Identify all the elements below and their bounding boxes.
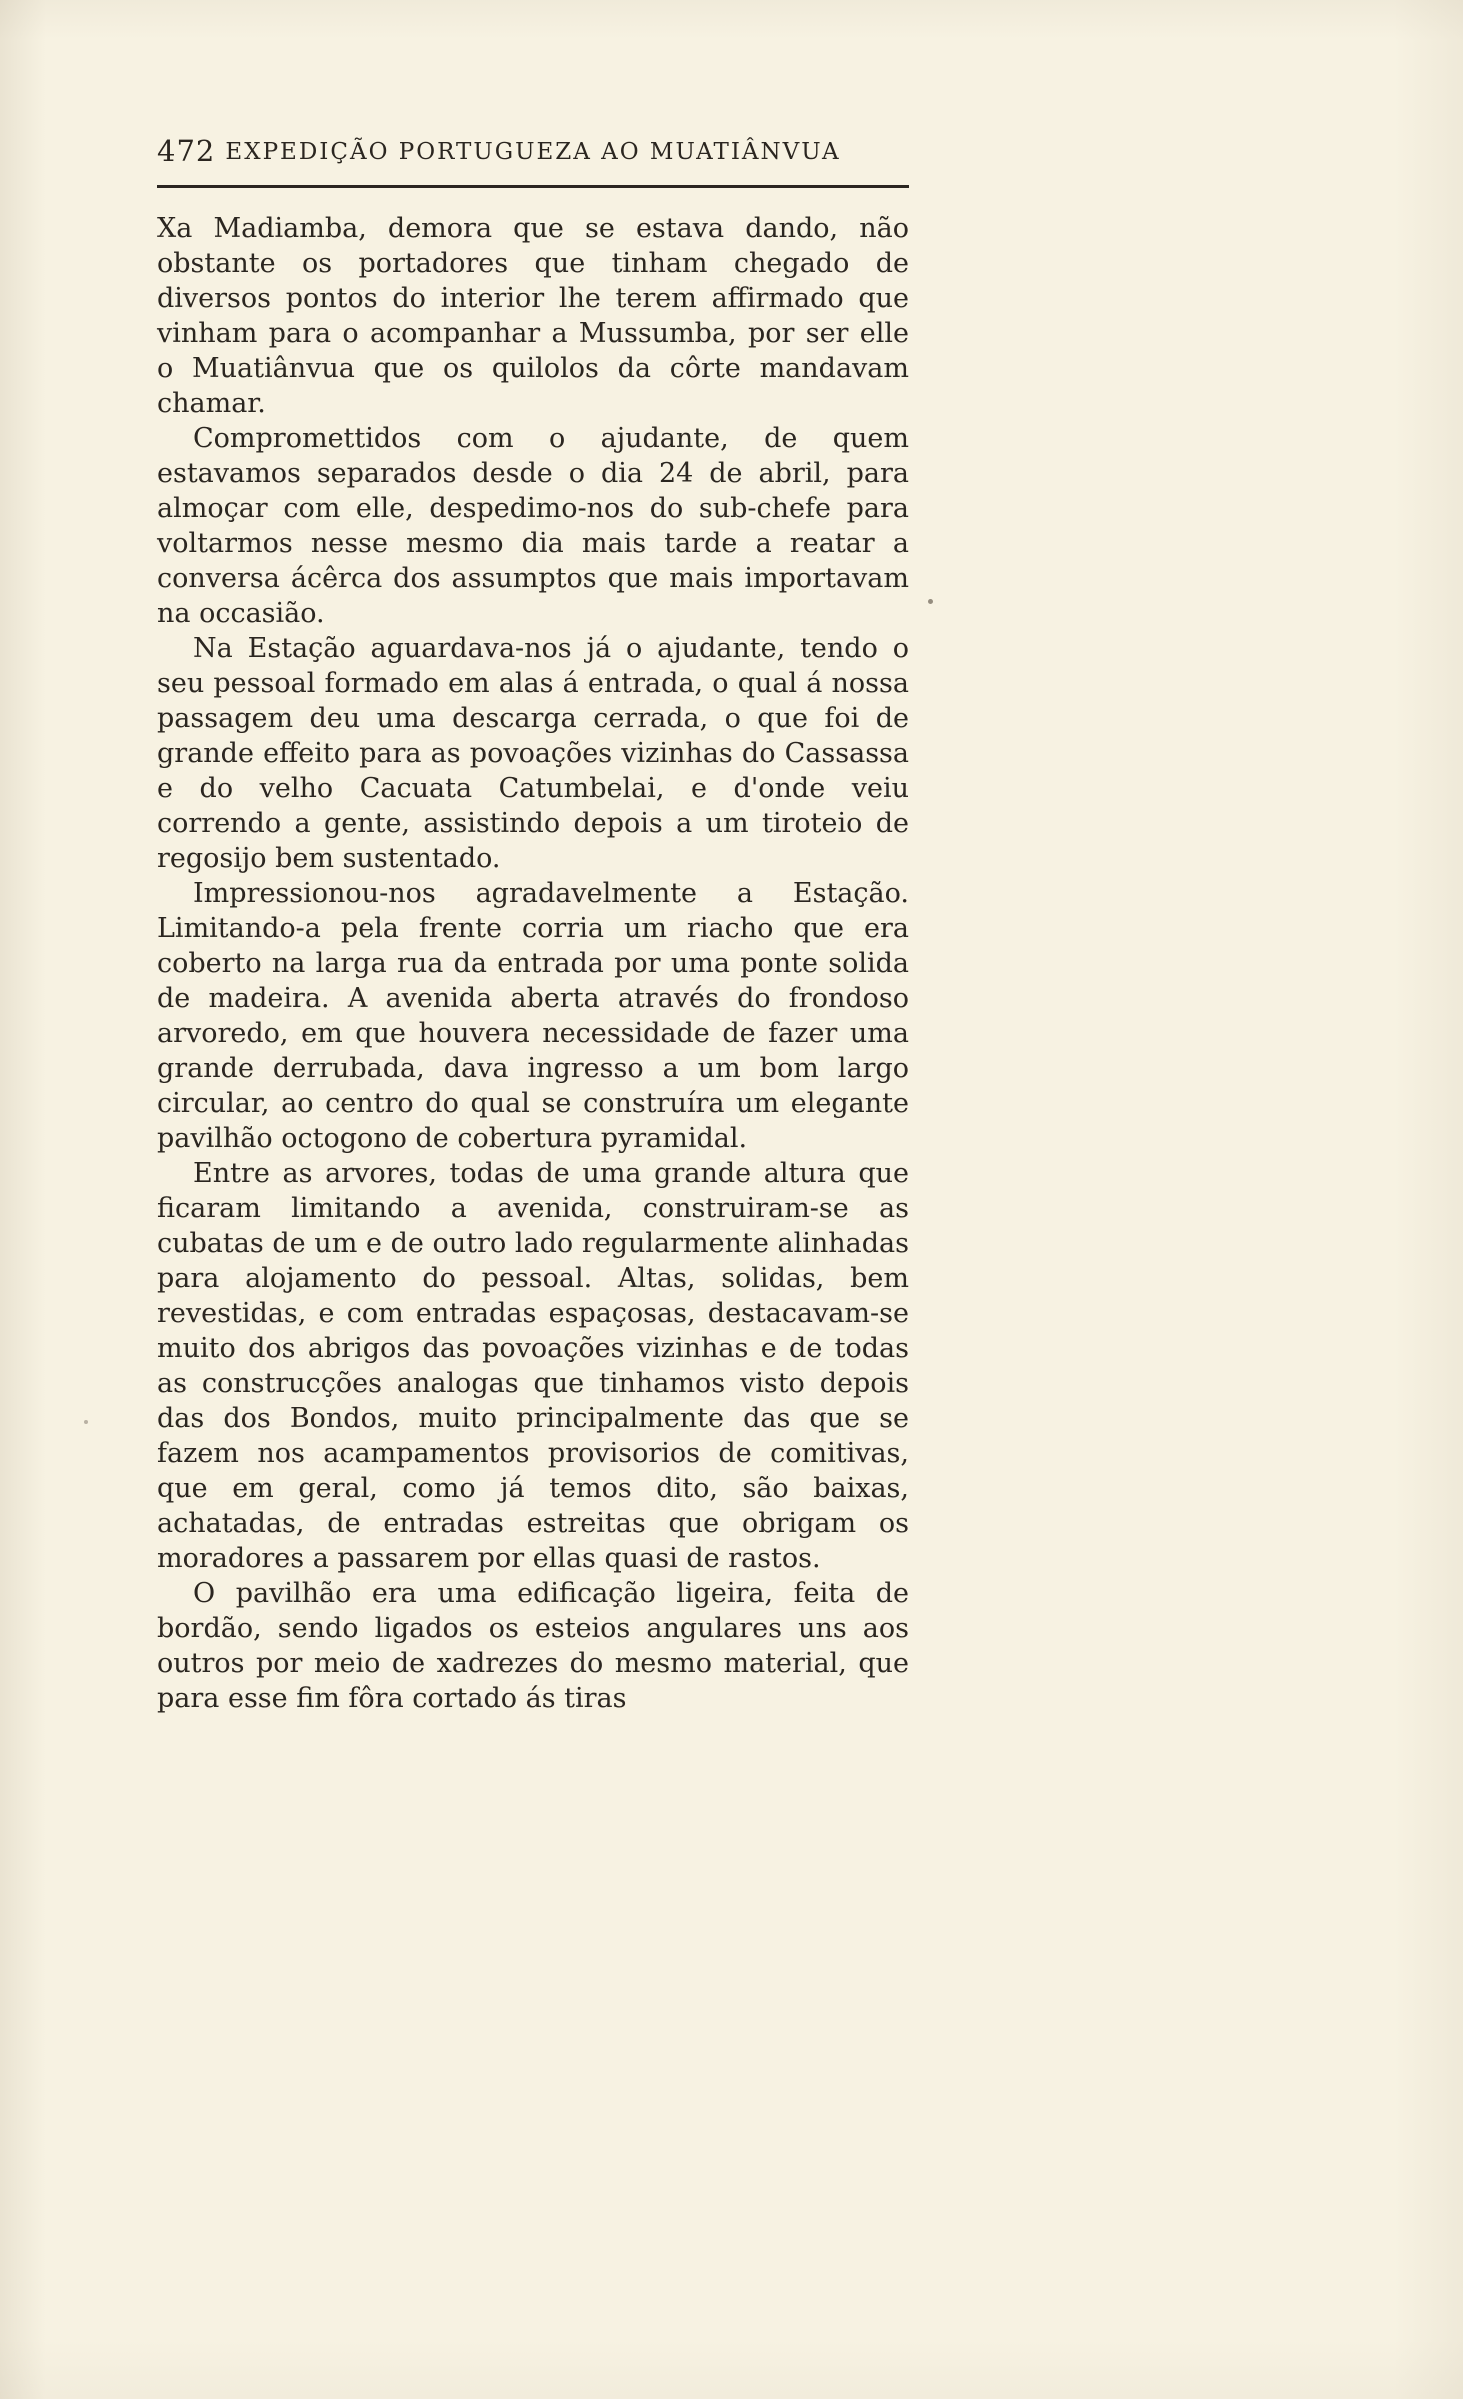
running-title: EXPEDIÇÃO PORTUGUEZA AO MUATIÂNVUA: [225, 139, 841, 165]
paragraph: Xa Madiamba, demora que se estava dando, não obstante os portadores que tinham chegado de diversos pontos do interior lhe terem affirmado que vinham para o acompanhar a Mussumba, por ser elle o Muatiânvua que os quilolos da côrte mandavam chamar.: [157, 213, 909, 419]
page-body: [157, 211, 909, 1716]
header-rule: [157, 185, 909, 188]
text-block: [157, 130, 909, 1716]
paragraph: Na Estação aguardava-nos já o ajudante, tendo o seu pessoal formado em alas á entrada, o qual á nossa passagem deu uma descarga cerrada, o que foi de grande effeito para as povoações vizinhas do Cassassa e do velho Cacuata Catumbelai, e d'onde veiu correndo a gente, assistindo depois a um tiroteio de regosijo bem sustentado.: [157, 633, 909, 874]
scan-speck: [928, 599, 933, 604]
paragraph: Compromettidos com o ajudante, de quem estavamos separados desde o dia 24 de abril, para almoçar com elle, despedimo-nos do sub-chefe para voltarmos nesse mesmo dia mais tarde a reatar a conversa ácêrca dos assumptos que mais importavam na occasião.: [157, 423, 909, 629]
paragraph: Entre as arvores, todas de uma grande altura que ficaram limitando a avenida, construiram-se as cubatas de um e de outro lado regularmente alinhadas para alojamento do pessoal. Altas, solidas, bem revestidas, e com entradas espaçosas, destacavam-se muito dos abrigos das povoações vizinhas e de todas as construcções analogas que tinhamos visto depois das dos Bondos, muito principalmente das que se fazem nos acampamentos provisorios de comitivas, que em geral, como já temos dito, são baixas, achatadas, de entradas estreitas que obrigam os moradores a passarem por ellas quasi de rastos.: [157, 1158, 909, 1574]
scan-speck: [84, 1420, 88, 1424]
paragraph: O pavilhão era uma edificação ligeira, feita de bordão, sendo ligados os esteios angulares uns aos outros por meio de xadrezes do mesmo material, que para esse fim fôra cortado ás tiras: [157, 1578, 909, 1714]
paragraph: Impressionou-nos agradavelmente a Estação. Limitando-a pela frente corria um riacho que era coberto na larga rua da entrada por uma ponte solida de madeira. A avenida aberta através do frondoso arvoredo, em que houvera necessidade de fazer uma grande derrubada, dava ingresso a um bom largo circular, ao centro do qual se construíra um elegante pavilhão octogono de cobertura pyramidal.: [157, 878, 909, 1154]
page-header: [157, 130, 909, 178]
page-number: 472: [157, 134, 216, 168]
